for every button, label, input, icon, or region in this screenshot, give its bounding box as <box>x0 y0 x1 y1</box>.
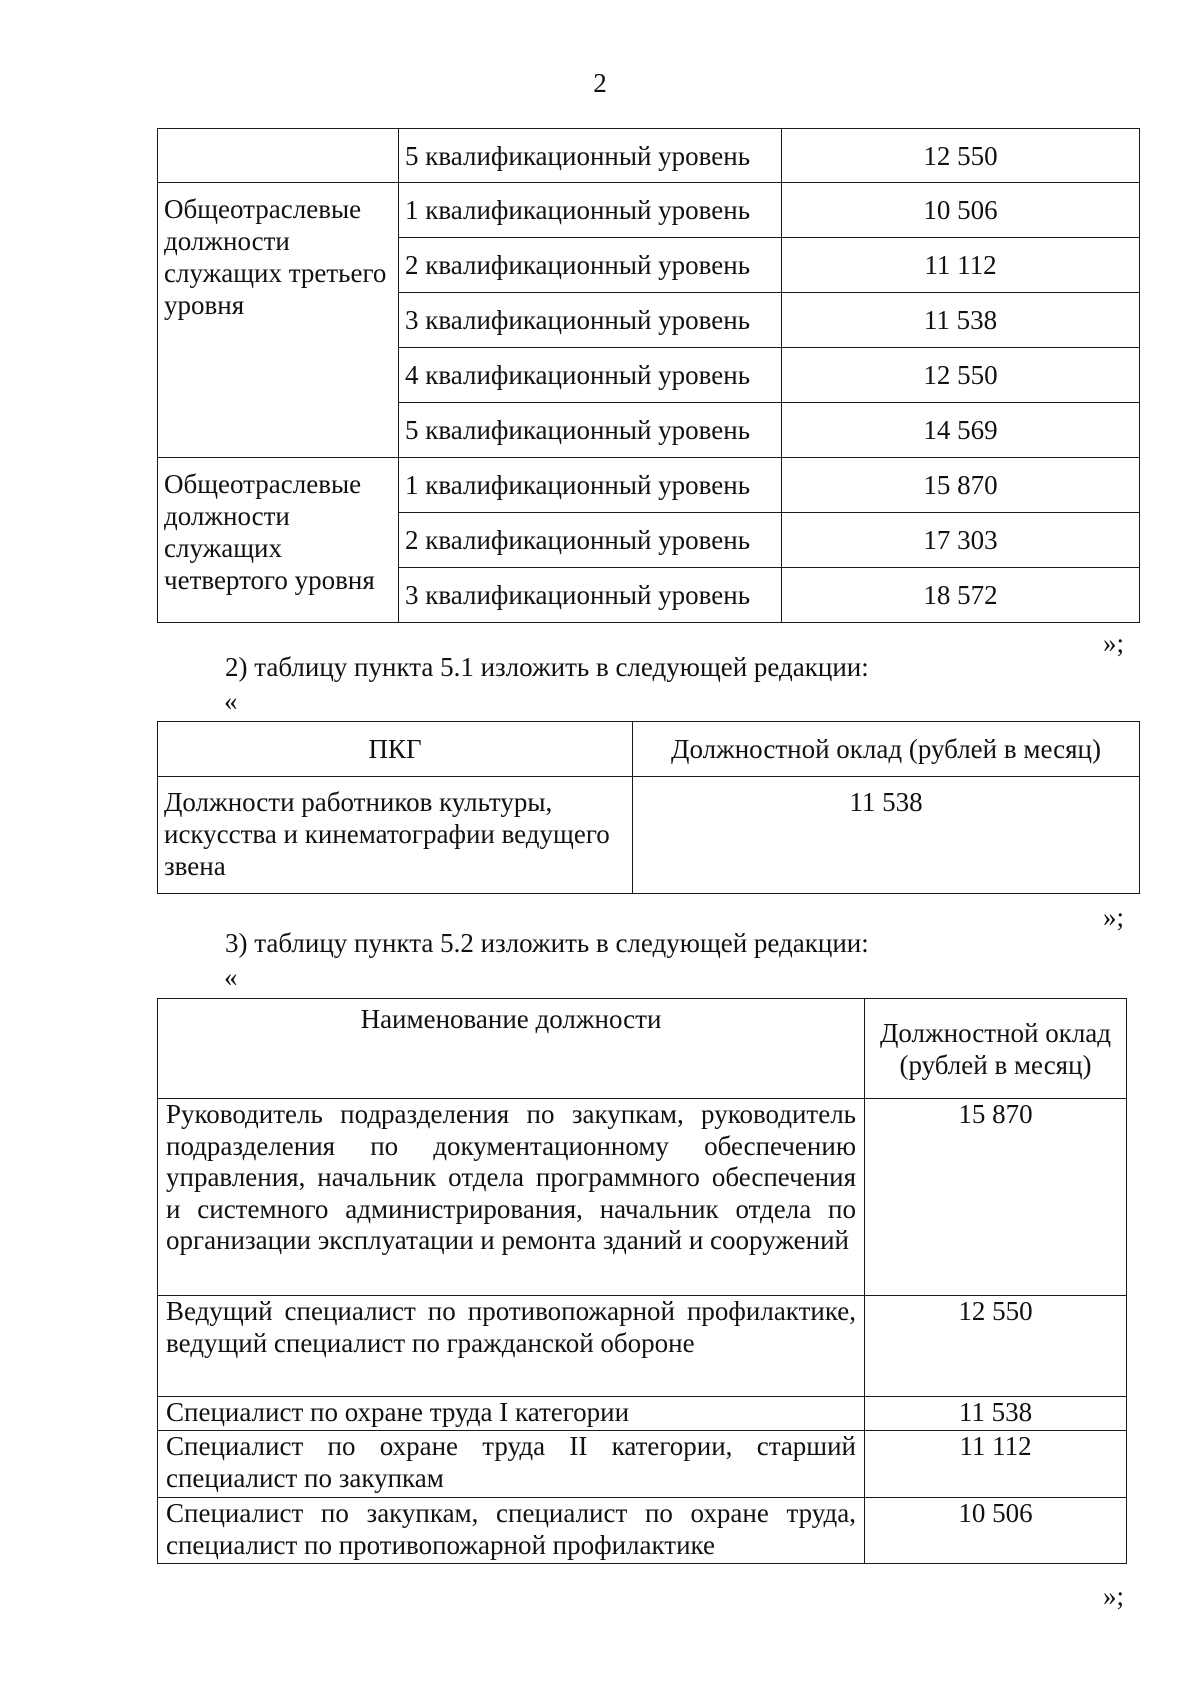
table-row <box>158 129 1140 183</box>
salary-cell: 10 506 <box>865 1498 1127 1564</box>
table-header-row <box>158 722 1140 777</box>
salary-cell: 12 550 <box>865 1296 1127 1397</box>
table-row <box>158 183 1140 238</box>
closing-quote: »; <box>1103 1581 1125 1611</box>
opening-quote: « <box>224 962 238 992</box>
column-header-salary: Должностной оклад (рублей в месяц) <box>865 999 1127 1099</box>
level-cell: 2 квалификационный уровень <box>399 513 782 568</box>
closing-quote: »; <box>1103 628 1125 658</box>
table-row <box>158 777 1140 894</box>
table-position-salary <box>157 998 1127 1564</box>
level-cell: 4 квалификационный уровень <box>399 348 782 403</box>
value-cell: 10 506 <box>782 183 1140 238</box>
table-row <box>158 1397 1127 1431</box>
position-name-cell: Руководитель подразделения по закупкам, руководитель подразделения по документационному обеспечению управления, начальник отдела программного обеспечения и системного администрирования, начальник отдела по организации эксплуатации и ремонта зданий и сооружений <box>158 1099 865 1296</box>
closing-quote: »; <box>1103 902 1125 932</box>
value-cell: 17 303 <box>782 513 1140 568</box>
level-cell: 5 квалификационный уровень <box>399 403 782 458</box>
salary-cell: 15 870 <box>865 1099 1127 1296</box>
opening-quote: « <box>224 686 238 716</box>
page-number: 2 <box>593 68 607 98</box>
level-cell: 2 квалификационный уровень <box>399 238 782 293</box>
table-row <box>158 458 1140 513</box>
column-header-position: Наименование должности <box>158 999 865 1099</box>
group-cell: Общеотраслевые должности служащих четвертого уровня <box>158 458 399 623</box>
table-row <box>158 1296 1127 1397</box>
group-cell <box>158 129 399 183</box>
paragraph-3: 3) таблицу пункта 5.2 изложить в следующей редакции: <box>225 928 869 958</box>
table-row <box>158 1431 1127 1498</box>
level-cell: 3 квалификационный уровень <box>399 568 782 623</box>
position-name-cell: Ведущий специалист по противопожарной профилактике, ведущий специалист по гражданской обороне <box>158 1296 865 1397</box>
value-cell: 15 870 <box>782 458 1140 513</box>
salary-cell: 11 538 <box>633 777 1140 894</box>
level-cell: 3 квалификационный уровень <box>399 293 782 348</box>
level-cell: 1 квалификационный уровень <box>399 458 782 513</box>
salary-cell: 11 112 <box>865 1431 1127 1498</box>
table-qualification-levels <box>157 128 1140 623</box>
salary-cell: 11 538 <box>865 1397 1127 1431</box>
position-name-cell: Специалист по охране труда II категории, старший специалист по закупкам <box>158 1431 865 1498</box>
level-cell: 5 квалификационный уровень <box>399 129 782 183</box>
position-name-cell: Должности работников культуры, искусства и кинематографии ведущего звена <box>158 777 633 894</box>
value-cell: 18 572 <box>782 568 1140 623</box>
paragraph-2: 2) таблицу пункта 5.1 изложить в следующей редакции: <box>225 652 869 682</box>
value-cell: 12 550 <box>782 348 1140 403</box>
table-header-row <box>158 999 1127 1099</box>
position-name-cell: Специалист по охране труда I категории <box>158 1397 865 1431</box>
value-cell: 11 112 <box>782 238 1140 293</box>
value-cell: 11 538 <box>782 293 1140 348</box>
column-header-salary: Должностной оклад (рублей в месяц) <box>633 722 1140 777</box>
level-cell: 1 квалификационный уровень <box>399 183 782 238</box>
value-cell: 14 569 <box>782 403 1140 458</box>
table-row <box>158 1099 1127 1296</box>
position-name-cell: Специалист по закупкам, специалист по охране труда, специалист по противопожарной профилактике <box>158 1498 865 1564</box>
value-cell: 12 550 <box>782 129 1140 183</box>
table-culture-salary <box>157 721 1140 894</box>
table-row <box>158 1498 1127 1564</box>
column-header-pkg: ПКГ <box>158 722 633 777</box>
group-cell: Общеотраслевые должности служащих третьего уровня <box>158 183 399 458</box>
